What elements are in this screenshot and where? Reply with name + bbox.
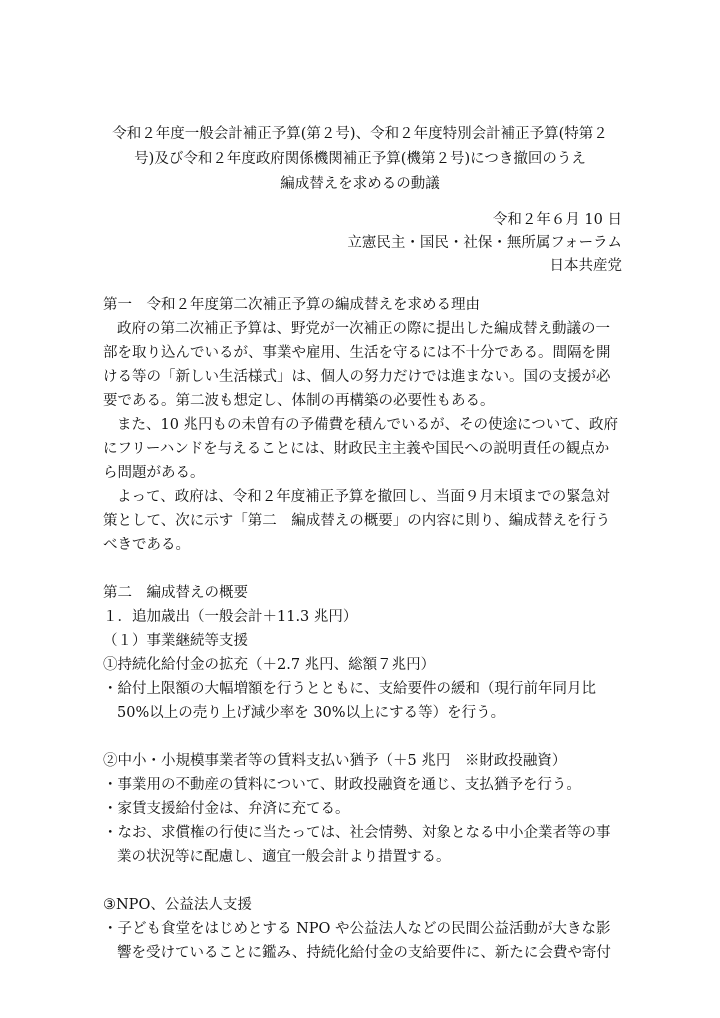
bullet-line: 業の状況等に配慮し、適宜一般会計より措置する。 bbox=[117, 849, 451, 865]
paragraph-line: よって、政府は、令和２年度補正予算を撤回し、当面９月末頃までの緊急対 bbox=[117, 489, 610, 505]
document-date: 令和２年６月 10 日 bbox=[492, 212, 622, 228]
item-heading: ②中小・小規模事業者等の賃料支払い猶予（＋5 兆円 ※財政投融資） bbox=[103, 753, 567, 769]
section-1-paragraph-3 bbox=[103, 485, 623, 557]
section-1-paragraph-1 bbox=[103, 317, 623, 413]
paragraph-line: また、10 兆円もの未曽有の予備費を積んでいるが、その使途について、政府 bbox=[117, 417, 618, 433]
item-heading: ①持続化給付金の拡充（＋2.7 兆円、総額７兆円） bbox=[103, 657, 436, 673]
bullet-line: ・家賃支援給付金は、弁済に充てる。 bbox=[103, 801, 350, 817]
document-title bbox=[60, 122, 660, 197]
paragraph-line: ける等の「新しい生活様式」は、個人の努力だけでは進まない。国の支援が必 bbox=[103, 369, 611, 385]
title-line-2: 号)及び令和２年度政府関係機関補正予算(機第２号)につき撤回のうえ bbox=[134, 151, 586, 167]
bullet-line: ・事業用の不動産の賃料について、財政投融資を通じ、支払猶予を行う。 bbox=[103, 777, 581, 793]
document-header bbox=[222, 209, 622, 278]
paragraph-line: 部を取り込んでいるが、事業や雇用、生活を守るには不十分である。間隔を開 bbox=[103, 345, 611, 361]
submitting-group-2: 日本共産党 bbox=[549, 258, 622, 274]
spacer bbox=[103, 557, 623, 581]
paragraph-line: 政府の第二次補正予算は、野党が一次補正の際に提出した編成替え動議の一 bbox=[117, 321, 610, 337]
item-2 bbox=[103, 749, 623, 869]
bullet-line: ・なお、求償権の行使に当たっては、社会情勢、対象となる中小企業者等の事 bbox=[103, 825, 611, 841]
paragraph-line: べきである。 bbox=[103, 537, 190, 553]
item-1 bbox=[103, 653, 623, 725]
title-line-1: 令和２年度一般会計補正予算(第２号)、令和２年度特別会計補正予算(特第２ bbox=[112, 126, 608, 142]
paragraph-line: 策として、次に示す「第二 編成替えの概要」の内容に則り、編成替えを行う bbox=[103, 513, 611, 529]
item-3 bbox=[103, 893, 623, 965]
spacer bbox=[103, 725, 623, 749]
section-2-heading: 第二 編成替えの概要 bbox=[103, 585, 248, 601]
subsection-heading: １．追加歳出（一般会計＋11.3 兆円） bbox=[103, 609, 358, 625]
paragraph-line: 要である。第二波も想定し、体制の再構築の必要性もある。 bbox=[103, 393, 495, 409]
bullet-line: 響を受けていることに鑑み、持続化給付金の支給要件に、新たに会費や寄付 bbox=[117, 945, 611, 961]
title-line-3: 編成替えを求めるの動議 bbox=[280, 176, 440, 192]
bullet-line: ・子ども食堂をはじめとする NPO や公益法人などの民間公益活動が大きな影 bbox=[103, 921, 611, 937]
bullet-line: ・給付上限額の大幅増額を行うとともに、支給要件の緩和（現行前年同月比 bbox=[103, 681, 596, 697]
paragraph-line: ら問題がある。 bbox=[103, 465, 205, 481]
bullet-line: 50%以上の売り上げ減少率を 30%以上にする等）を行う。 bbox=[117, 705, 506, 721]
submitting-group-1: 立憲民主・国民・社保・無所属フォーラム bbox=[347, 235, 622, 251]
subsection-heading: （１）事業継続等支援 bbox=[103, 633, 248, 649]
paragraph-line: にフリーハンドを与えることには、財政民主主義や国民への説明責任の観点か bbox=[103, 441, 610, 457]
document-body bbox=[103, 293, 623, 965]
spacer bbox=[103, 869, 623, 893]
item-heading: ③NPO、公益法人支援 bbox=[103, 897, 252, 913]
section-1-paragraph-2 bbox=[103, 413, 623, 485]
section-1-heading: 第一 令和２年度第二次補正予算の編成替えを求める理由 bbox=[103, 297, 480, 313]
